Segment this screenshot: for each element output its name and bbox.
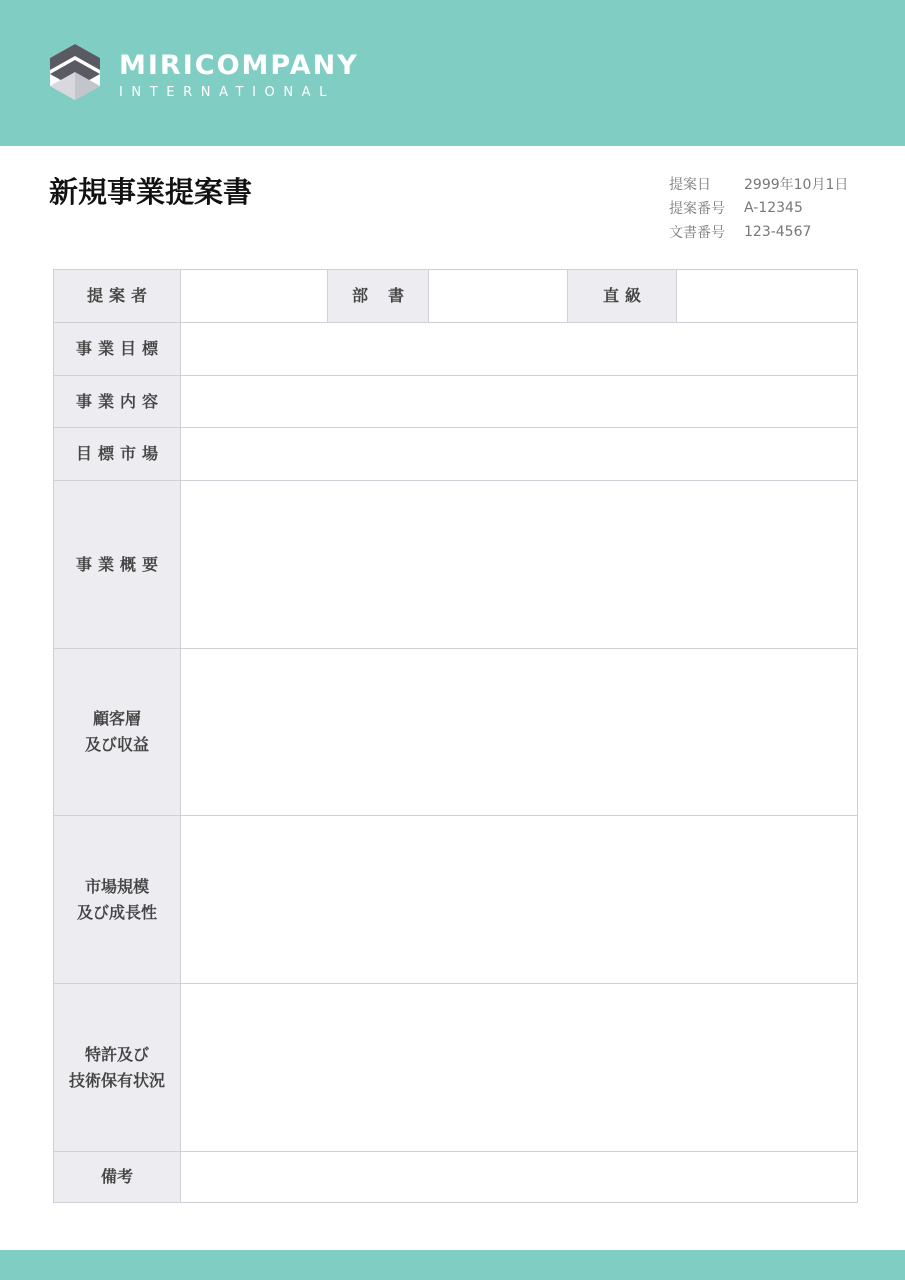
form-row-remarks [54,1152,858,1203]
business-summary-field[interactable] [181,481,858,649]
proposer-field[interactable] [181,270,328,323]
row-label: 事業内容 [54,376,181,428]
hexagon-logo-icon [48,42,102,102]
meta-value: 2999年10月1日 [744,177,849,193]
supervisor-field[interactable] [677,270,858,323]
target-market-field[interactable] [181,428,858,481]
form-header-row [54,270,858,323]
row-label: 特許及び 技術保有状況 [54,984,181,1152]
brand-name: MIRICOMPANY [119,50,359,81]
meta-value: A-12345 [744,200,803,216]
footer-band [0,1250,905,1280]
form-row-business-summary [54,481,858,649]
market-size-growth-field[interactable] [181,816,858,984]
form-row-business-goal [54,323,858,376]
proposer-label: 提案者 [54,270,181,323]
business-goal-field[interactable] [181,323,858,376]
row-label: 目標市場 [54,428,181,481]
customers-revenue-field[interactable] [181,649,858,816]
proposal-form-table [53,269,858,1203]
meta-label: 文書番号 [669,225,725,241]
row-label: 事業目標 [54,323,181,376]
meta-value: 123-4567 [744,224,812,240]
row-label: 顧客層 及び収益 [54,649,181,816]
row-label: 市場規模 及び成長性 [54,816,181,984]
form-row-customers-revenue [54,649,858,816]
document-title: 新規事業提案書 [49,175,253,209]
form-row-patents-technology [54,984,858,1152]
meta-row-proposal-number [669,196,848,220]
patents-technology-field[interactable] [181,984,858,1152]
brand-subtitle: INTERNATIONAL [119,85,336,100]
document-meta [669,172,848,244]
remarks-field[interactable] [181,1152,858,1203]
row-label: 事業概要 [54,481,181,649]
meta-row-document-number [669,220,848,244]
row-label: 備考 [54,1152,181,1203]
form-row-business-content [54,376,858,428]
meta-row-date [669,172,848,196]
department-field[interactable] [429,270,568,323]
meta-label: 提案日 [669,177,711,193]
form-row-target-market [54,428,858,481]
department-label: 部書 [328,270,429,323]
business-content-field[interactable] [181,376,858,428]
meta-label: 提案番号 [669,201,725,217]
form-row-market-size-growth [54,816,858,984]
header-band [0,0,905,146]
supervisor-label: 直級 [568,270,677,323]
